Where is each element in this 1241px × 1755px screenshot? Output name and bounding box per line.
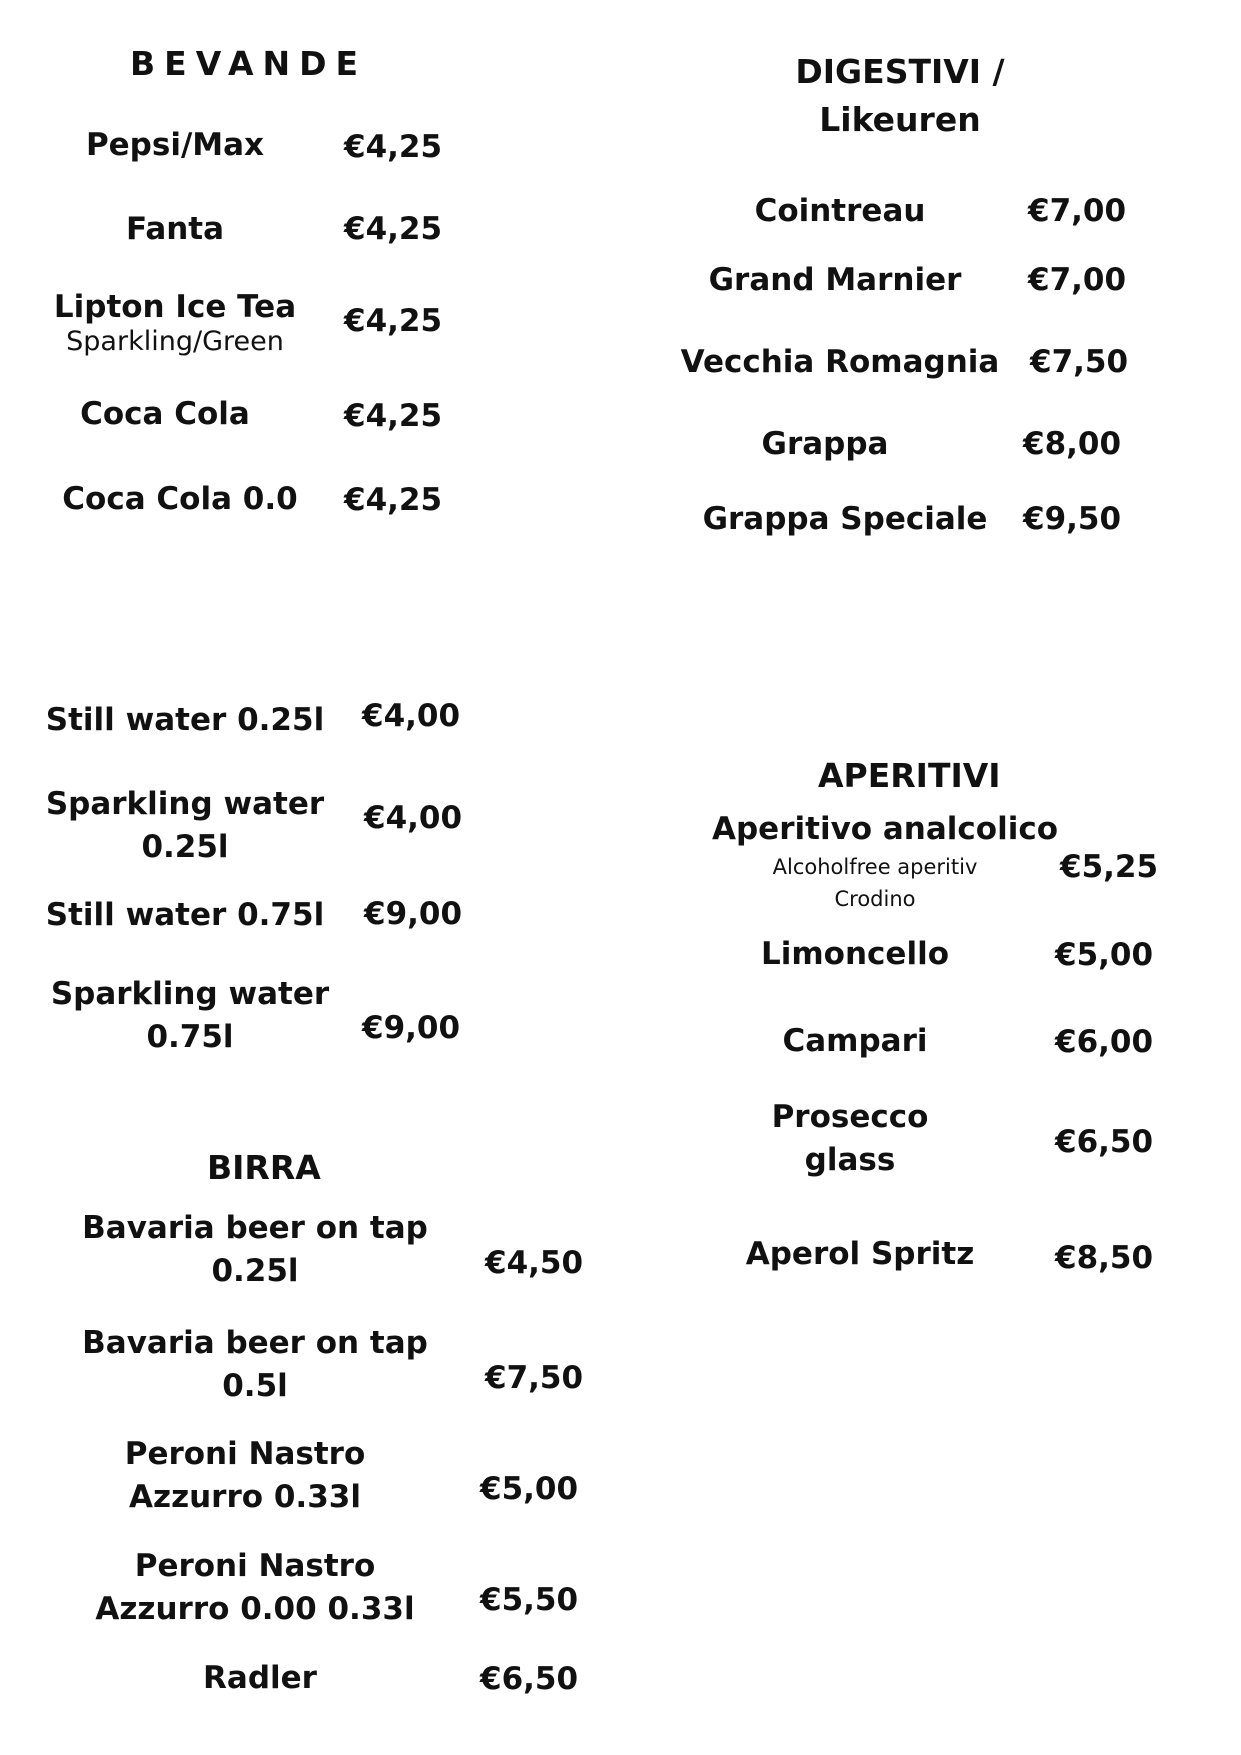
menu-item-name: Radler — [203, 1660, 317, 1696]
menu-item-price: €4,00 — [364, 800, 463, 836]
menu-item-price: €5,00 — [480, 1471, 579, 1507]
menu-item-name: Campari — [782, 1023, 928, 1059]
menu-item-price: €5,00 — [1055, 937, 1154, 973]
menu-item-price: €4,25 — [344, 398, 443, 434]
birra-heading: BIRRA — [207, 1148, 321, 1187]
menu-item-price: €7,50 — [1030, 344, 1129, 380]
menu-item-name: Bavaria beer on tap — [82, 1210, 428, 1246]
menu-item-name: Still water 0.25l — [45, 702, 325, 738]
menu-item-name: Still water 0.75l — [45, 897, 325, 933]
menu-item-name: Lipton Ice Tea — [53, 289, 297, 325]
aperitivi-heading: APERITIVI — [818, 756, 1001, 795]
menu-item-subtitle-line1: Alcoholfree aperitiv — [772, 855, 978, 879]
menu-item-name: Grappa Speciale — [702, 501, 988, 537]
menu-item-price: €4,25 — [344, 211, 443, 247]
menu-item-price: €4,50 — [485, 1245, 584, 1281]
menu-item-price: €4,25 — [344, 129, 443, 165]
menu-item-price: €6,00 — [1055, 1024, 1154, 1060]
menu-item-price: €9,50 — [1023, 501, 1122, 537]
menu-item-name: Grappa — [761, 426, 889, 462]
digestivi-heading-line1: DIGESTIVI / — [795, 52, 1005, 91]
menu-item-name: Fanta — [125, 211, 225, 247]
menu-item-name: Aperol Spritz — [745, 1236, 975, 1272]
menu-item-name-line2: 0.25l — [141, 829, 229, 866]
menu-item-price: €4,25 — [344, 482, 443, 518]
menu-item-price: €8,50 — [1055, 1240, 1154, 1276]
menu-item-bavaria-025 — [55, 1207, 455, 1294]
menu-item-lipton — [20, 290, 330, 357]
menu-item-subtitle: Sparkling/Green — [66, 325, 284, 357]
menu-item-prosecco — [700, 1096, 1000, 1183]
menu-item-name-line2: 0.75l — [146, 1019, 234, 1056]
menu-item-price: €5,25 — [1060, 849, 1159, 885]
menu-item-subtitle-line2: Crodino — [834, 886, 916, 911]
menu-item-price: €8,00 — [1023, 426, 1122, 462]
menu-item-name-line2: glass — [804, 1142, 896, 1179]
menu-item-name: Grand Marnier — [708, 262, 962, 298]
menu-item-sparkling-075 — [35, 973, 345, 1060]
menu-item-price: €6,50 — [1055, 1124, 1154, 1160]
menu-item-price: €5,50 — [480, 1582, 579, 1618]
menu-item-name: Bavaria beer on tap — [82, 1325, 428, 1361]
digestivi-heading-line2: Likeuren — [819, 99, 981, 139]
menu-item-name-line2: Azzurro 0.00 0.33l — [95, 1591, 415, 1628]
menu-item-name: Peroni Nastro — [124, 1436, 366, 1472]
menu-item-name: Prosecco — [771, 1099, 929, 1135]
menu-item-bavaria-05 — [55, 1322, 455, 1409]
menu-item-peroni-zero — [55, 1545, 455, 1632]
menu-item-name: Limoncello — [761, 936, 949, 972]
menu-item-name: Aperitivo analcolico — [712, 811, 1058, 847]
menu-item-name: Peroni Nastro — [134, 1548, 376, 1584]
menu-item-name: Sparkling water — [45, 786, 325, 822]
menu-item-price: €4,25 — [344, 303, 443, 339]
menu-item-name-line2: 0.25l — [211, 1253, 299, 1290]
menu-item-name: Coca Cola 0.0 — [62, 481, 298, 517]
menu-item-name: Cointreau — [754, 193, 926, 229]
menu-item-peroni — [45, 1433, 445, 1520]
menu-item-price: €9,00 — [364, 896, 463, 932]
bevande-heading: BEVANDE — [130, 44, 368, 83]
menu-item-price: €6,50 — [480, 1661, 579, 1697]
menu-item-price: €4,00 — [362, 698, 461, 734]
digestivi-heading — [740, 48, 1060, 144]
menu-item-price: €7,50 — [485, 1360, 584, 1396]
menu-item-name: Vecchia Romagnia — [680, 344, 1000, 380]
menu-item-sparkling-025 — [30, 783, 340, 870]
menu-item-price: €7,00 — [1028, 262, 1127, 298]
menu-item-price: €7,00 — [1028, 193, 1127, 229]
menu-item-price: €9,00 — [362, 1010, 461, 1046]
menu-item-name: Pepsi/Max — [85, 127, 265, 163]
menu-item-name-line2: 0.5l — [222, 1368, 288, 1405]
menu-item-subtitle — [725, 852, 1025, 915]
menu-item-name: Coca Cola — [80, 396, 250, 432]
menu-item-name-line2: Azzurro 0.33l — [129, 1479, 361, 1516]
menu-item-name: Sparkling water — [50, 976, 330, 1012]
